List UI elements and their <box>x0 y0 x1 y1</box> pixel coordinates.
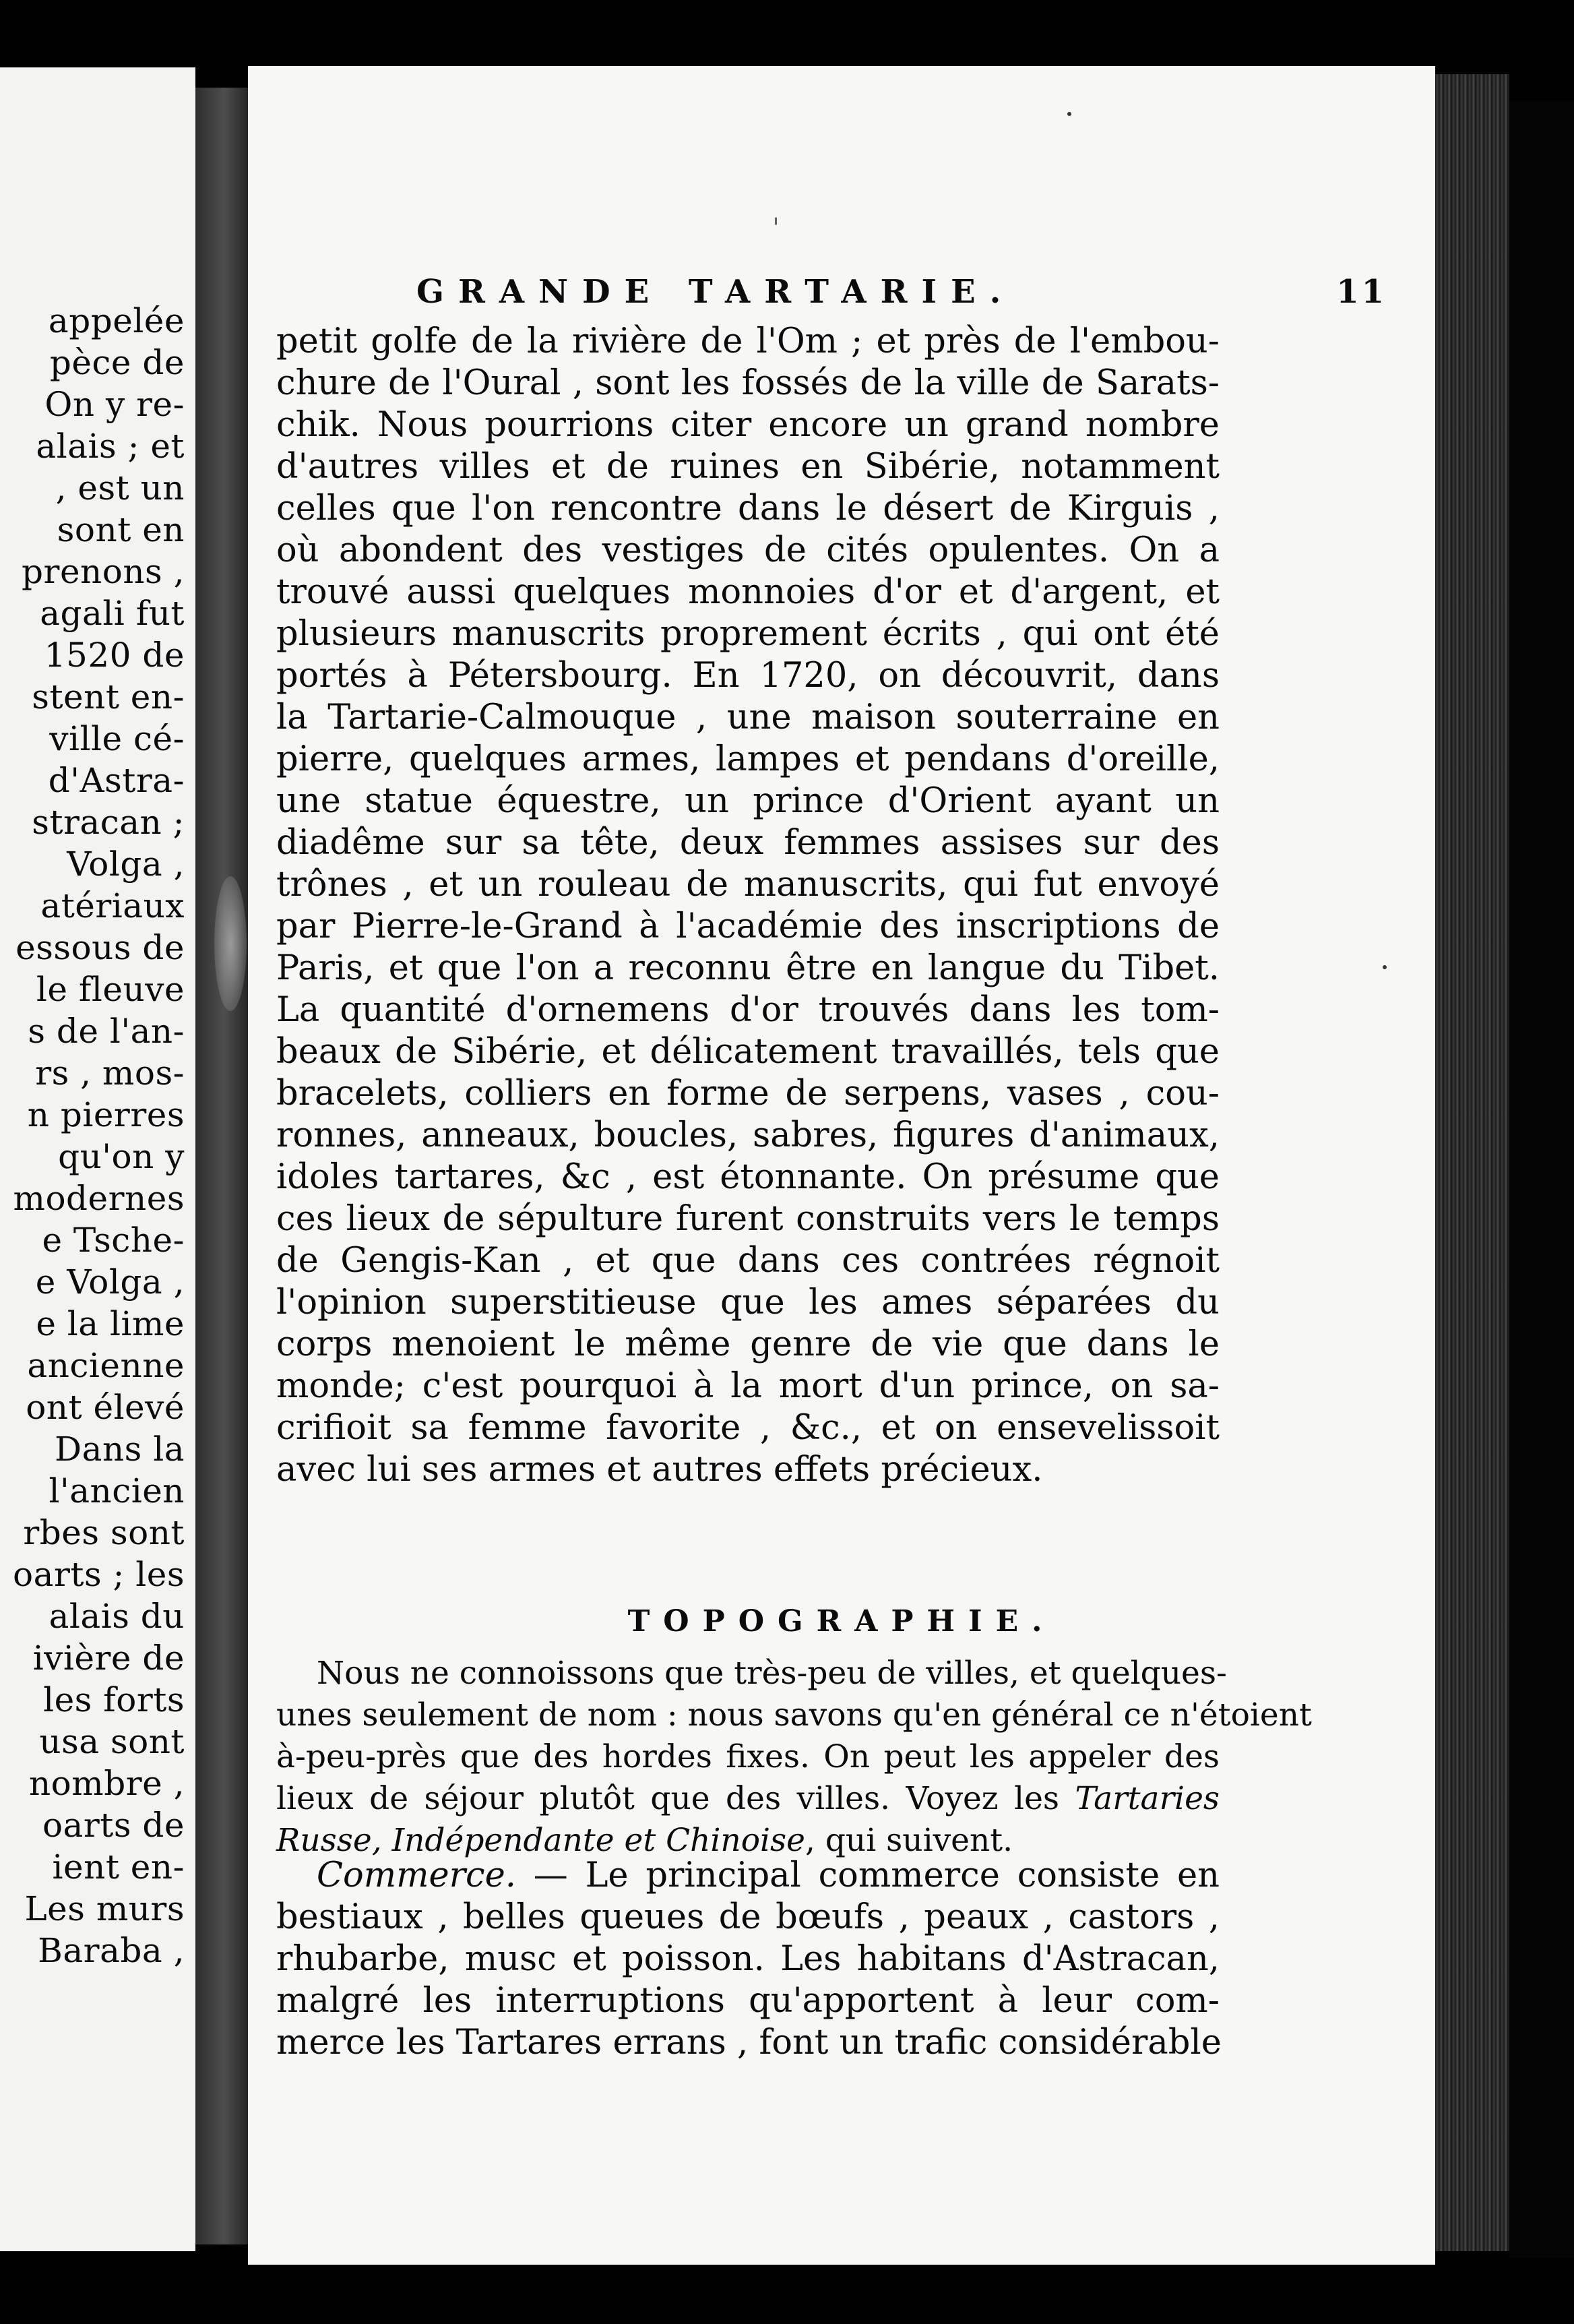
text-line: ces lieux de sépulture furent construits vers le temps <box>276 1199 1220 1239</box>
previous-page-line: n pierres <box>27 1095 185 1134</box>
previous-page-line: atériaux <box>40 886 185 925</box>
text-line: portés à Pétersbourg. En 1720, on découvrit, dans <box>276 656 1220 696</box>
previous-page-line: Baraba , <box>38 1931 185 1970</box>
text-line: celles que l'on rencontre dans le désert de Kirguis , <box>276 489 1220 528</box>
previous-page-line: rs , mos- <box>35 1053 185 1093</box>
previous-page-line: , est un <box>55 468 185 508</box>
section-title-topographie: TOPOGRAPHIE. <box>627 1604 1056 1639</box>
running-title: GRANDE TARTARIE. <box>416 273 1015 311</box>
previous-page-line: prenons , <box>22 552 185 591</box>
text-line: merce les Tartares errans , font un trafic considérable <box>276 2023 1222 2062</box>
text-line: trônes , et un rouleau de manuscrits, qui fut envoyé <box>276 865 1220 905</box>
text-line: monde; c'est pourquoi à la mort d'un prince, on sa- <box>276 1366 1220 1406</box>
running-head <box>416 268 1387 315</box>
commerce-paragraph <box>276 1855 1220 2064</box>
text-line: corps menoient le même genre de vie que dans le <box>276 1324 1220 1364</box>
previous-page-line: Les murs <box>24 1889 185 1928</box>
text-line <box>276 1778 1220 1820</box>
text-line: beaux de Sibérie, et délicatement travaillés, tels que <box>276 1032 1220 1072</box>
text-line: à-peu-près que des hordes fixes. On peut les appeler des <box>276 1738 1220 1775</box>
previous-page-text <box>0 300 185 1971</box>
text-line: Paris, et que l'on a reconnu être en langue du Tibet. <box>276 948 1220 988</box>
previous-page-line: alais ; et <box>36 427 185 466</box>
previous-page-line: oarts de <box>42 1806 185 1845</box>
text-line: malgré les interruptions qu'apportent à leur com- <box>276 1981 1220 2021</box>
text-line: où abondent des vestiges de cités opulentes. On a <box>276 530 1220 570</box>
text-line: bracelets, colliers en forme de serpens, vases , cou- <box>276 1074 1220 1113</box>
em-dash: — <box>515 1856 586 1895</box>
previous-page-line: ancienne <box>27 1346 185 1385</box>
previous-page-line: Volga , <box>67 845 185 884</box>
previous-page-line: On y re- <box>44 385 185 424</box>
text-line: La quantité d'ornemens d'or trouvés dans les tom- <box>276 990 1220 1030</box>
text-run: lieux de séjour plutôt que des villes. Voyez les <box>276 1780 1075 1817</box>
text-line: chik. Nous pourrions citer encore un grand nombre <box>276 405 1220 445</box>
previous-page-line: Dans la <box>55 1430 185 1469</box>
text-line: d'autres villes et de ruines en Sibérie, notamment <box>276 447 1220 487</box>
text-line: de Gengis-Kan , et que dans ces contrées régnoit <box>276 1241 1220 1281</box>
text-line: avec lui ses armes et autres effets précieux. <box>276 1450 1043 1490</box>
main-paragraph <box>276 321 1220 1491</box>
speck-mark <box>1067 112 1071 116</box>
previous-page-line: 1520 de <box>44 636 185 675</box>
previous-page-line: d'Astra- <box>48 761 185 800</box>
previous-page-line: s de l'an- <box>28 1012 185 1051</box>
previous-page-line: ivière de <box>32 1639 185 1678</box>
previous-page-line: e la lime <box>36 1304 185 1343</box>
previous-page-line: sont en <box>57 510 185 549</box>
previous-page-line: usa sont <box>39 1722 185 1761</box>
topographie-paragraph <box>276 1653 1312 1862</box>
text-line: crifioit sa femme favorite , &c., et on ensevelissoit <box>276 1408 1220 1448</box>
text-line: idoles tartares, &c , est étonnante. On présume que <box>276 1157 1220 1197</box>
previous-page-line: essous de <box>15 928 185 967</box>
text-run: Le principal commerce consiste en <box>585 1856 1220 1895</box>
previous-page-line: les forts <box>43 1680 185 1719</box>
speck-mark <box>1383 965 1387 969</box>
previous-page-line: qu'on y <box>58 1137 185 1176</box>
page-number: 11 <box>1336 273 1387 311</box>
text-line: chure de l'Oural , sont les fossés de la ville de Sarats- <box>276 363 1220 403</box>
text-line: unes seulement de nom : nous savons qu'en général ce n'étoient <box>276 1696 1312 1734</box>
current-page <box>248 66 1435 2265</box>
italic-run: Russe, Indépendante et Chinoise <box>276 1822 805 1859</box>
previous-page-fragment <box>0 67 195 2251</box>
previous-page-line: agali fut <box>40 594 185 633</box>
previous-page-line: appelée <box>48 301 185 340</box>
previous-page-line: ient en- <box>52 1847 185 1887</box>
previous-page-line: oarts ; les <box>13 1555 185 1594</box>
previous-page-line: alais du <box>49 1597 185 1636</box>
previous-page-line: l'ancien <box>49 1471 185 1510</box>
italic-run: Tartaries <box>1075 1780 1220 1817</box>
text-line <box>276 1855 1220 1897</box>
text-line: la Tartarie-Calmouque , une maison souterraine en <box>276 698 1220 737</box>
commerce-label: Commerce. <box>317 1856 516 1895</box>
text-line: par Pierre-le-Grand à l'académie des inscriptions de <box>276 907 1220 946</box>
previous-page-line: e Tsche- <box>42 1221 185 1260</box>
previous-page-line: nombre , <box>28 1764 185 1803</box>
text-line: diadême sur sa tête, deux femmes assises sur des <box>276 823 1220 863</box>
text-line: ronnes, anneaux, boucles, sabres, figures d'animaux, <box>276 1115 1220 1155</box>
previous-page-line: le fleuve <box>36 970 185 1009</box>
previous-page-line: stent en- <box>32 677 185 716</box>
text-line: petit golfe de la rivière de l'Om ; et près de l'embou- <box>276 322 1220 361</box>
previous-page-line: modernes <box>13 1179 185 1218</box>
text-run: , qui suivent. <box>805 1822 1013 1859</box>
book-gutter <box>195 88 248 2244</box>
gutter-highlight <box>214 876 247 1011</box>
dark-background <box>1509 101 1574 2258</box>
previous-page-line: rbes sont <box>23 1513 185 1552</box>
text-line: plusieurs manuscrits proprement écrits , qui ont été <box>276 614 1220 654</box>
previous-page-line: ville cé- <box>49 719 185 758</box>
previous-page-line: ont élevé <box>26 1388 185 1427</box>
previous-page-line: stracan ; <box>32 803 185 842</box>
text-line: une statue équestre, un prince d'Orient ayant un <box>276 781 1220 821</box>
text-line: bestiaux , belles queues de bœufs , peaux , castors , <box>276 1897 1220 1937</box>
previous-page-line: pèce de <box>49 343 185 382</box>
text-line: trouvé aussi quelques monnoies d'or et d'argent, et <box>276 572 1220 612</box>
text-line: l'opinion superstitieuse que les ames séparées du <box>276 1283 1220 1322</box>
text-line: pierre, quelques armes, lampes et pendans d'oreille, <box>276 739 1220 779</box>
stray-mark: ' <box>772 213 780 244</box>
text-line: rhubarbe, musc et poisson. Les habitans d'Astracan, <box>276 1939 1220 1979</box>
page-block-edge <box>1435 74 1509 2251</box>
text-line: Nous ne connoissons que très-peu de villes, et quelques- <box>317 1655 1227 1692</box>
previous-page-line: e Volga , <box>35 1262 185 1302</box>
